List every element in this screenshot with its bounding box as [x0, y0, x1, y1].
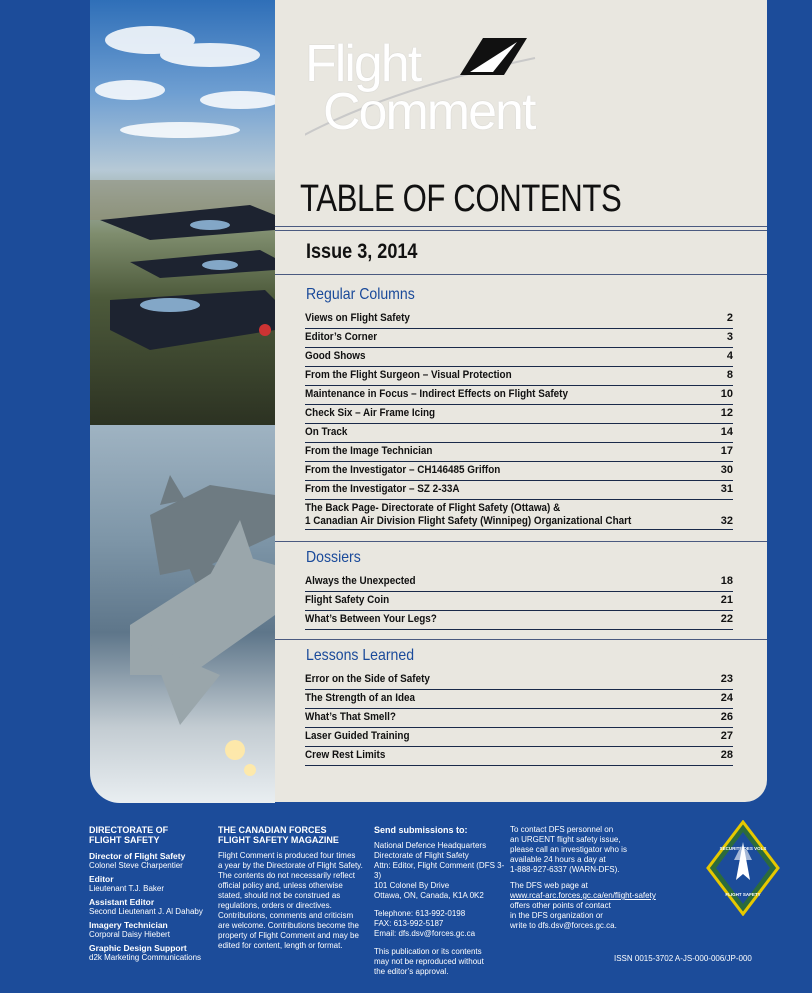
dfs-heading-2: FLIGHT SAFETY: [89, 835, 160, 845]
toc-item-title-line2: 1 Canadian Air Division Flight Safety (Winnipeg) Organizational Chart: [305, 515, 632, 527]
toc-row[interactable]: [305, 670, 733, 690]
title-divider: [275, 226, 767, 227]
toc-row[interactable]: [305, 461, 733, 481]
toc-item-title: From the Investigator – SZ 2-33A: [305, 483, 460, 495]
toc-row[interactable]: [305, 385, 733, 405]
contact-line: Telephone: 613-992-0198: [374, 909, 466, 918]
logo-line1: Flight: [305, 35, 421, 93]
dfs-person: Colonel Steve Charpentier: [89, 861, 183, 870]
contact-urgent: [510, 825, 670, 875]
toc-item-page: 14: [720, 426, 733, 438]
toc-item-title: From the Image Technician: [305, 445, 433, 457]
flight-safety-badge: [706, 820, 780, 916]
cover-photo-jets-formation: [90, 0, 275, 425]
toc-row[interactable]: [305, 591, 733, 611]
badge-text-en: FLIGHT SAFETY: [725, 892, 761, 897]
magazine-line: regulations, orders or directives.: [218, 901, 332, 910]
toc-item-title: What’s Between Your Legs?: [305, 613, 437, 625]
notice-line: This publication or its contents: [374, 947, 482, 956]
magazine-line: a year by the Directorate of Flight Safety.: [218, 861, 363, 870]
address-line: Ottawa, ON, Canada, K1A 0K2: [374, 891, 484, 900]
dfs-roles: [89, 851, 214, 963]
toc-item-page: 10: [720, 388, 733, 400]
toc-item-page: 22: [720, 613, 733, 625]
section-heading: Lessons Learned: [306, 647, 415, 664]
address-line: 101 Colonel By Drive: [374, 881, 450, 890]
toc-item-title: On Track: [305, 426, 348, 438]
section-divider: [275, 541, 767, 542]
section-heading: Dossiers: [306, 549, 361, 566]
submissions-heading: Send submissions to:: [374, 825, 468, 835]
toc-row[interactable]: [305, 404, 733, 424]
toc-row[interactable]: [305, 572, 733, 592]
section-heading: Regular Columns: [306, 286, 415, 303]
toc-item-title: Check Six – Air Frame Icing: [305, 407, 436, 419]
toc-item-page: 28: [720, 749, 733, 761]
notice-line: may not be reproduced without: [374, 957, 484, 966]
web-line: The DFS web page at: [510, 881, 588, 890]
urgent-line: To contact DFS personnel on: [510, 825, 614, 834]
toc-item-title: Maintenance in Focus – Indirect Effects on Flight Safety: [305, 388, 568, 400]
submissions-address: [374, 841, 509, 901]
submissions-notice: [374, 947, 509, 977]
dfs-role: Graphic Design Support: [89, 943, 187, 953]
toc-item-title: Views on Flight Safety: [305, 312, 410, 324]
toc-item-title: From the Investigator – CH146485 Griffon: [305, 464, 501, 476]
toc-item-page: 21: [720, 594, 733, 606]
submissions-contact: [374, 909, 509, 939]
toc-row[interactable]: [305, 366, 733, 386]
dfs-role: Editor: [89, 874, 114, 884]
toc-item-page: 27: [720, 730, 733, 742]
toc-item-page: 24: [720, 692, 733, 704]
magazine-text: [218, 851, 368, 951]
toc-row[interactable]: [305, 727, 733, 747]
cover-photo-cf18-flares: [90, 425, 275, 803]
toc-row[interactable]: [305, 610, 733, 630]
toc-item-title: Flight Safety Coin: [305, 594, 390, 606]
issn-number: ISSN 0015-3702 A-JS-000-006/JP-000: [614, 954, 752, 963]
contact-line: FAX: 613-992-5187: [374, 919, 444, 928]
toc-item-page: 17: [720, 445, 733, 457]
toc-item-page: 18: [720, 575, 733, 587]
dfs-role: Director of Flight Safety: [89, 851, 186, 861]
toc-item-title: Crew Rest Limits: [305, 749, 386, 761]
toc-item-page: 23: [720, 673, 733, 685]
web-line: offers other points of contact: [510, 901, 611, 910]
urgent-line: 1-888-927-6337 (WARN-DFS).: [510, 865, 620, 874]
dfs-web-link[interactable]: www.rcaf-arc.forces.gc.ca/en/flight-safety: [510, 891, 656, 900]
contact-line: Email: dfs.dsv@forces.gc.ca: [374, 929, 476, 938]
magazine-line: edited for content, length or format.: [218, 941, 343, 950]
issue-divider: [275, 274, 767, 275]
toc-item-page: 26: [720, 711, 733, 723]
dfs-person: Lieutenant T.J. Baker: [89, 884, 165, 893]
dfs-heading-1: DIRECTORATE OF: [89, 825, 169, 835]
magazine-line: The contents do not necessarily reflect: [218, 871, 355, 880]
magazine-line: Flight Comment is produced four times: [218, 851, 356, 860]
magazine-line: property of Flight Comment and may be: [218, 931, 359, 940]
flight-comment-logo: [305, 30, 605, 140]
toc-row[interactable]: [305, 689, 733, 709]
toc-item-page: 3: [726, 331, 733, 343]
toc-item-page: 8: [726, 369, 733, 381]
toc-row[interactable]: [305, 347, 733, 367]
urgent-line: an URGENT flight safety issue,: [510, 835, 621, 844]
toc-row[interactable]: [305, 480, 733, 500]
dfs-role: Imagery Technician: [89, 920, 168, 930]
toc-item-title: Always the Unexpected: [305, 575, 416, 587]
toc-item-title: Editor’s Corner: [305, 331, 378, 343]
toc-row[interactable]: [305, 442, 733, 462]
notice-line: the editor’s approval.: [374, 967, 449, 976]
toc-item-page: 12: [720, 407, 733, 419]
toc-item-title: What’s That Smell?: [305, 711, 396, 723]
magazine-line: are welcome. Contributions become the: [218, 921, 359, 930]
toc-row[interactable]: [305, 309, 733, 329]
toc-item-page: 2: [726, 312, 733, 324]
toc-item-page: 32: [720, 515, 733, 527]
contact-web: [510, 881, 670, 931]
toc-item-title: Good Shows: [305, 350, 366, 362]
dfs-person: Corporal Daisy Hiebert: [89, 930, 170, 939]
toc-row[interactable]: [305, 499, 733, 530]
toc-item-page: 4: [726, 350, 733, 362]
toc-item-title: Error on the Side of Safety: [305, 673, 430, 685]
toc-row[interactable]: [305, 746, 733, 766]
title-divider-2: [275, 230, 767, 231]
toc-item-title: The Strength of an Idea: [305, 692, 416, 704]
logo-line2: Comment: [323, 83, 535, 141]
toc-row[interactable]: [305, 423, 733, 443]
web-line: write to dfs.dsv@forces.gc.ca.: [510, 921, 617, 930]
address-line: Directorate of Flight Safety: [374, 851, 469, 860]
dfs-person: d2k Marketing Communications: [89, 953, 202, 962]
footer-submissions-column: [374, 825, 509, 977]
issue-label: Issue 3, 2014: [306, 240, 418, 263]
toc-row[interactable]: [305, 328, 733, 348]
footer-contact-column: [510, 825, 670, 931]
page-title: TABLE OF CONTENTS: [300, 178, 622, 220]
urgent-line: please call an investigator who is: [510, 845, 627, 854]
magazine-heading-2: FLIGHT SAFETY MAGAZINE: [218, 835, 339, 845]
address-line: National Defence Headquarters: [374, 841, 487, 850]
dfs-person: Second Lieutenant J. Al Dahaby: [89, 907, 203, 916]
magazine-line: official policy and, unless otherwise: [218, 881, 343, 890]
dfs-role: Assistant Editor: [89, 897, 155, 907]
footer-magazine-column: [218, 825, 368, 951]
magazine-line: Contributions, comments and criticism: [218, 911, 354, 920]
urgent-line: available 24 hours a day at: [510, 855, 606, 864]
toc-item-title: Laser Guided Training: [305, 730, 410, 742]
address-line: Attn: Editor, Flight Comment (DFS 3-3): [374, 861, 505, 880]
section-divider: [275, 639, 767, 640]
badge-text-fr: SÉCURITÉ DES VOLS: [719, 846, 767, 851]
magazine-line: stated, should not be construed as: [218, 891, 341, 900]
footer-dfs-column: [89, 825, 214, 966]
toc-row[interactable]: [305, 708, 733, 728]
web-line: in the DFS organization or: [510, 911, 603, 920]
toc-item-page: 31: [720, 483, 733, 495]
toc-item-title: From the Flight Surgeon – Visual Protection: [305, 369, 512, 381]
toc-item-title: The Back Page- Directorate of Flight Safety (Ottawa) &: [305, 502, 561, 514]
magazine-heading-1: THE CANADIAN FORCES: [218, 825, 327, 835]
toc-item-page: 30: [720, 464, 733, 476]
